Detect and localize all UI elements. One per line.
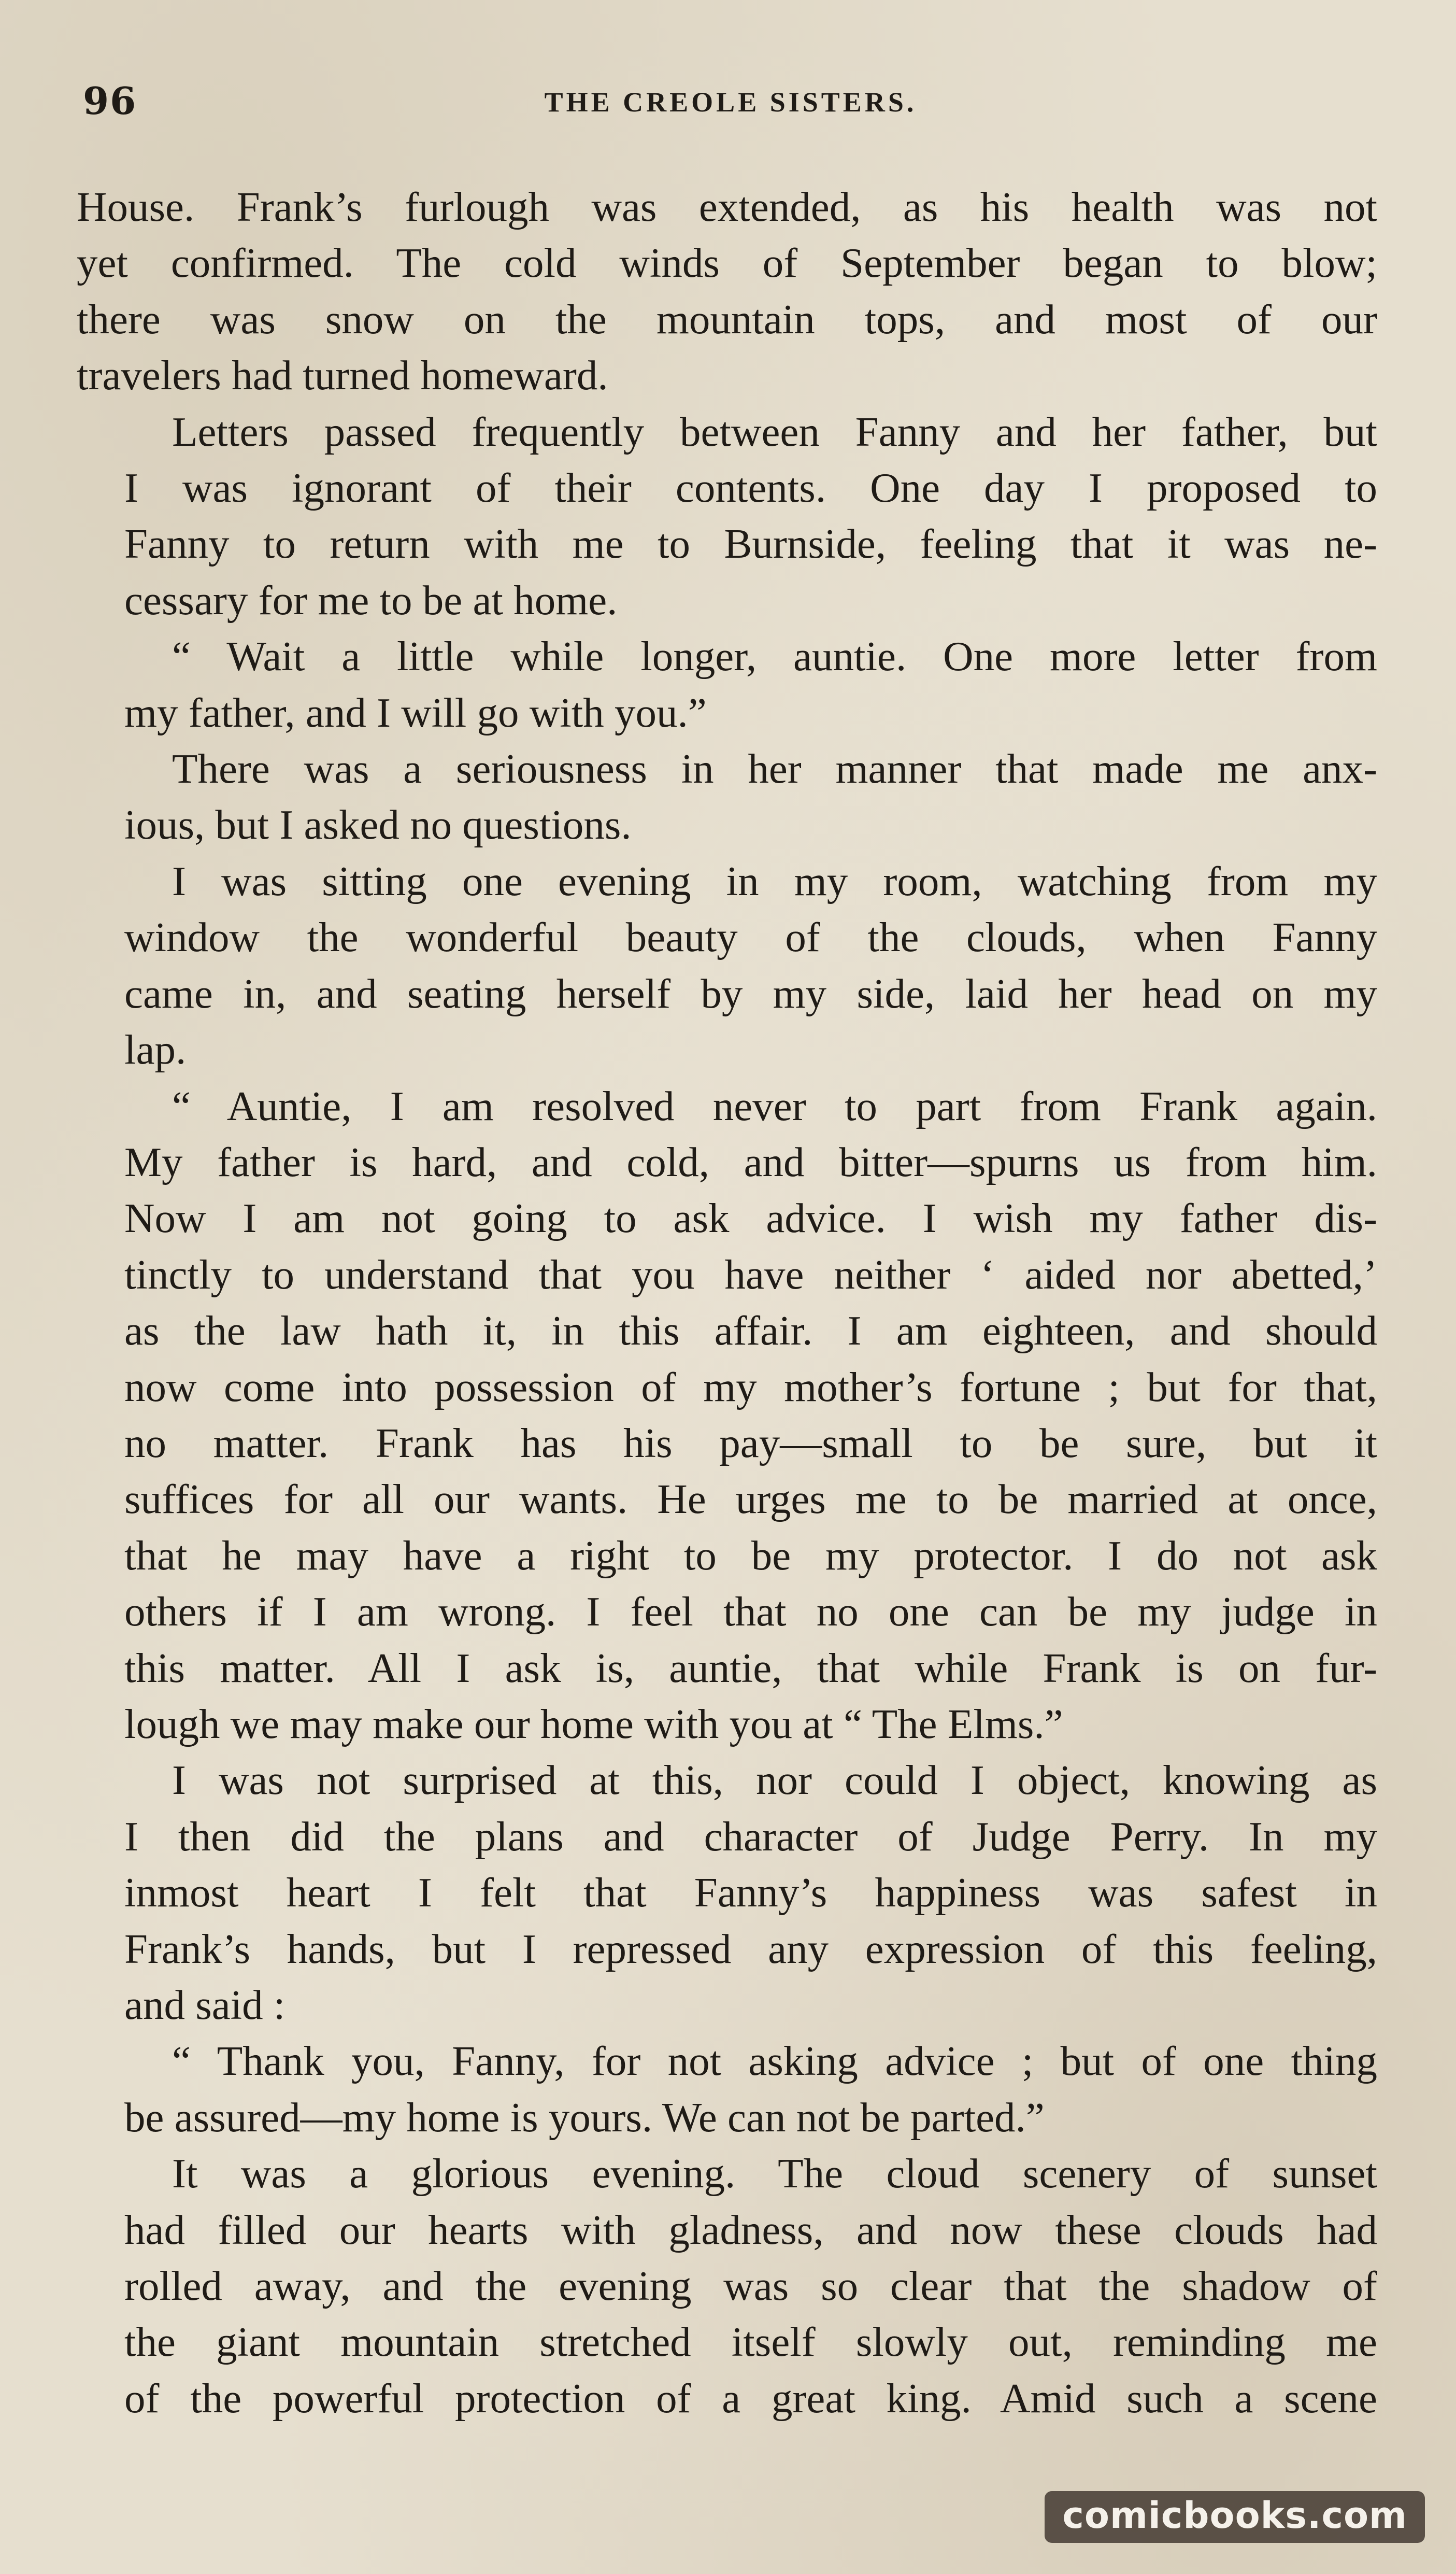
text-line: tinctly to understand that you have neither ‘ aided nor abetted,’ (124, 1251, 1377, 1298)
text-line: I was ignorant of their contents. One day I proposed to (124, 464, 1377, 512)
text-line: no matter. Frank has his pay—small to be sure, but it (124, 1419, 1377, 1466)
text-line: now come into possession of my mother’s fortune ; but for that, (124, 1363, 1377, 1410)
text-line: House. Frank’s furlough was extended, as his health was not (77, 183, 1377, 230)
text-line: came in, and seating herself by my side, laid her head on my (124, 970, 1377, 1017)
paragraph (77, 179, 1377, 404)
body-text (77, 179, 1377, 2426)
paragraph (77, 1078, 1377, 1752)
text-line: inmost heart I felt that Fanny’s happiness was safest in (124, 1869, 1377, 1916)
paragraph (77, 2145, 1377, 2426)
text-line: the giant mountain stretched itself slowly out, reminding me (124, 2318, 1377, 2366)
paragraph (77, 628, 1377, 741)
text-line: lap. (124, 1026, 187, 1073)
text-line: travelers had turned homeward. (77, 352, 608, 399)
running-head (83, 78, 1378, 124)
text-line: and said : (124, 1982, 286, 2028)
text-line: Letters passed frequently between Fanny and her father, but (172, 408, 1377, 455)
text-line: ious, but I asked no questions. (124, 801, 632, 848)
book-title: THE CREOLE SISTERS. (544, 87, 917, 118)
text-line: rolled away, and the evening was so clear that the shadow of (124, 2262, 1377, 2310)
text-line: “ Wait a little while longer, auntie. One more letter from (172, 633, 1377, 680)
text-line: I was sitting one evening in my room, watching from my (172, 857, 1377, 904)
text-line: Now I am not going to ask advice. I wish my father dis- (124, 1195, 1377, 1242)
text-line: It was a glorious evening. The cloud scenery of sunset (172, 2150, 1377, 2197)
text-line: cessary for me to be at home. (124, 576, 618, 624)
text-line: that he may have a right to be my protector. I do not ask (124, 1532, 1377, 1579)
page-number: 96 (83, 79, 137, 123)
text-line: be assured—my home is yours. We can not be parted.” (124, 2094, 1045, 2141)
text-line: had filled our hearts with gladness, and now these clouds had (124, 2206, 1377, 2253)
text-line: window the wonderful beauty of the clouds, when Fanny (124, 914, 1377, 961)
text-line: my father, and I will go with you.” (124, 689, 707, 736)
text-line: Frank’s hands, but I repressed any expression of this feeling, (124, 1925, 1377, 1972)
text-line: there was snow on the mountain tops, and most of our (77, 295, 1377, 343)
text-line: I then did the plans and character of Judge Perry. In my (124, 1813, 1377, 1860)
text-line: “ Thank you, Fanny, for not asking advice ; but of one thing (172, 2038, 1377, 2085)
paragraph (77, 2033, 1377, 2145)
text-line: others if I am wrong. I feel that no one can be my judge in (124, 1588, 1377, 1635)
text-line: lough we may make our home with you at “ The Elms.” (124, 1700, 1063, 1747)
text-line: this matter. All I ask is, auntie, that while Frank is on fur- (124, 1644, 1377, 1691)
paragraph (77, 1752, 1377, 2033)
text-line: “ Auntie, I am resolved never to part from Frank again. (172, 1082, 1377, 1129)
text-line: I was not surprised at this, nor could I object, knowing as (172, 1757, 1377, 1804)
text-line: There was a seriousness in her manner that made me anx- (172, 745, 1377, 793)
watermark-logo: comicbooks.com (1045, 2491, 1425, 2543)
paragraph (77, 404, 1377, 629)
paragraph (77, 853, 1377, 1078)
text-line: My father is hard, and cold, and bitter—spurns us from him. (124, 1138, 1377, 1185)
text-line: as the law hath it, in this affair. I am eighteen, and should (124, 1307, 1377, 1354)
text-line: suffices for all our wants. He urges me to be married at once, (124, 1476, 1377, 1523)
text-line: yet confirmed. The cold winds of September began to blow; (77, 239, 1377, 287)
paragraph (77, 741, 1377, 853)
text-line: of the powerful protection of a great king. Amid such a scene (124, 2374, 1377, 2422)
text-line: Fanny to return with me to Burnside, feeling that it was ne- (124, 520, 1377, 568)
